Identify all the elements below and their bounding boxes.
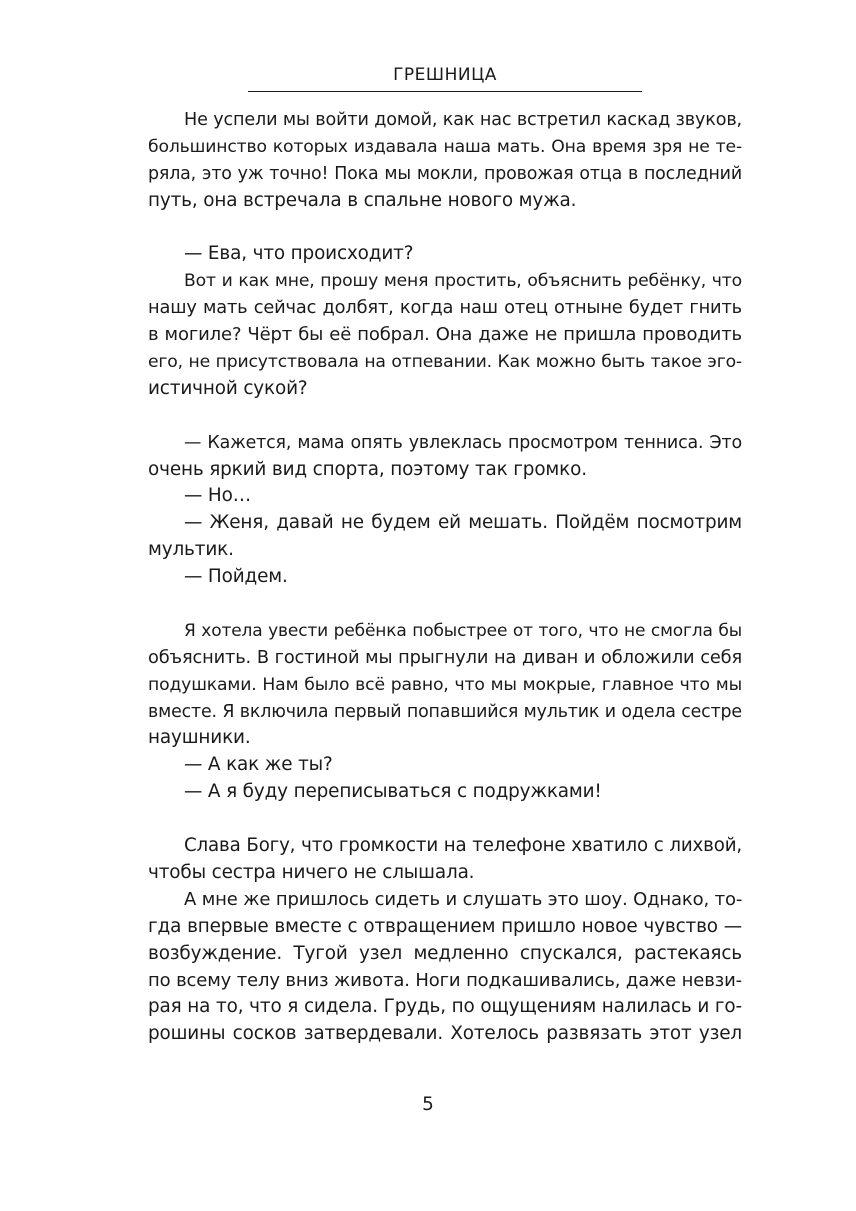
text-line: Я хотела увести ребёнка побыстрее от того, что не смогла бы bbox=[184, 620, 742, 641]
text-line: мультик. bbox=[148, 539, 234, 561]
text-line: очень яркий вид спорта, поэтому так громко. bbox=[148, 458, 587, 480]
text-line: рошины сосков затвердевали. Хотелось развязать этот узел bbox=[148, 1023, 742, 1045]
text-line: Не успели мы войти домой, как нас встретил каскад звуков, bbox=[184, 110, 742, 130]
text-line: ряла, это уж точно! Пока мы мокли, провожая отца в последний bbox=[148, 163, 742, 184]
text-line: А мне же пришлось сидеть и слушать это шоу. Однако, то- bbox=[184, 888, 742, 910]
text-line: — Но… bbox=[184, 485, 251, 507]
header-rule bbox=[248, 91, 642, 92]
text-line: большинство которых издавала наша мать. Она время зря не те- bbox=[148, 136, 742, 157]
page-number: 5 bbox=[422, 1094, 434, 1115]
text-line: наушники. bbox=[148, 727, 251, 749]
text-line: истичной сукой? bbox=[148, 377, 308, 399]
text-line: нашу мать сейчас долбят, когда наш отец отныне будет гнить bbox=[148, 297, 742, 319]
text-line: чтобы сестра ничего не слышала. bbox=[148, 861, 475, 883]
text-line: Слава Богу, что громкости на телефоне хватило с лихвой, bbox=[184, 835, 742, 857]
paragraph-gap bbox=[148, 591, 742, 618]
text-line: объяснить. В гостиной мы прыгнули на диван и обложили себя bbox=[148, 646, 742, 668]
paragraph-gap bbox=[148, 215, 742, 242]
paragraph-gap bbox=[148, 403, 742, 430]
text-line: рая на то, что я сидела. Грудь, по ощущениям налилась и го- bbox=[148, 996, 742, 1018]
text-line: по всему телу вниз живота. Ноги подкашивались, даже невзи- bbox=[148, 969, 742, 991]
text-line: — Женя, давай не будем ей мешать. Пойдём посмотрим bbox=[184, 512, 742, 534]
text-line: вместе. Я включила первый попавшийся мультик и одела сестре bbox=[148, 701, 742, 722]
text-line: в могиле? Чёрт бы её побрал. Она даже не пришла проводить bbox=[148, 324, 742, 346]
text-line: — Пойдем. bbox=[184, 566, 288, 588]
text-line: — Ева, что происходит? bbox=[184, 243, 414, 265]
running-title: ГРЕШНИЦА bbox=[393, 65, 497, 85]
text-line: гда впервые вместе с отвращением пришло новое чувство — bbox=[148, 915, 742, 937]
text-line: возбуждение. Тугой узел медленно спускался, растекаясь bbox=[148, 942, 742, 964]
text-line: его, не присутствовала на отпевании. Как можно быть такое эго- bbox=[148, 352, 742, 373]
text-line: — Кажется, мама опять увлеклась просмотром тенниса. Это bbox=[184, 432, 742, 453]
text-line: Вот и как мне, прошу меня простить, объяснить ребёнку, что bbox=[184, 271, 742, 292]
body-text bbox=[148, 107, 742, 1048]
paragraph-gap bbox=[148, 806, 742, 833]
text-line: — А я буду переписываться с подружками! bbox=[184, 781, 602, 803]
text-line: подушками. Нам было всё равно, что мы мокрые, главное что мы bbox=[148, 674, 742, 695]
text-line: — А как же ты? bbox=[184, 754, 333, 776]
text-line: путь, она встречала в спальне нового мужа. bbox=[148, 189, 577, 211]
